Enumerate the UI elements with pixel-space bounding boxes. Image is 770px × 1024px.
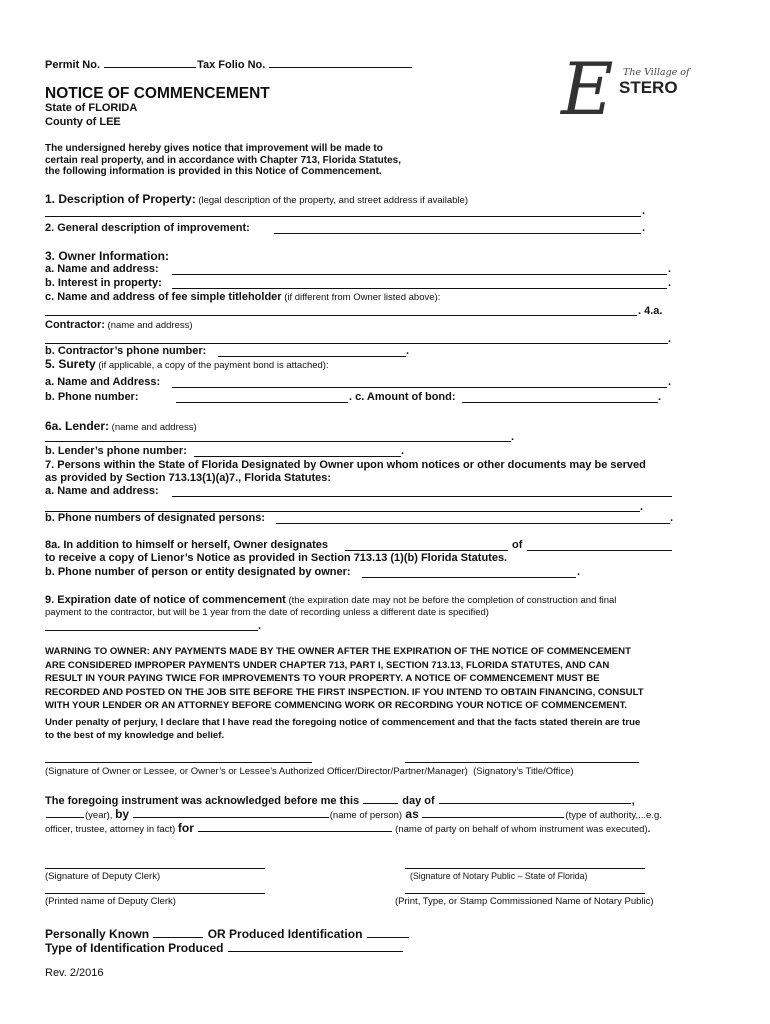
period: . <box>577 566 581 578</box>
s3-4a-label: . 4.a. <box>638 305 663 317</box>
surety-phone-label: b. Phone number: <box>45 391 139 403</box>
county-label: County of LEE <box>45 116 121 128</box>
s9-row <box>45 594 616 606</box>
logo-initial: E <box>561 50 614 130</box>
ident-type-row <box>45 940 404 955</box>
warning-line: RECORDED AND POSTED ON THE JOB SITE BEFORE THE FIRST INSPECTION. IF YOU INTEND TO OBTAIN FINANCING, CONSULT <box>45 686 644 698</box>
owner-designee-field[interactable] <box>345 550 508 551</box>
s1-row <box>45 192 468 206</box>
produced-id-label: OR Produced Identification <box>207 927 363 941</box>
s8-of-label: of <box>512 539 523 551</box>
interest-in-property-field[interactable] <box>172 288 667 289</box>
s7-line2: as provided by Section 713.13(1)(a)7., Florida Statutes: <box>45 472 332 484</box>
deputy-clerk-name-field[interactable] <box>45 893 265 894</box>
period: . <box>658 391 662 403</box>
s3c-note: (if different from Owner listed above): <box>281 292 441 303</box>
designated-phones-field[interactable] <box>276 523 670 524</box>
id-type-label: Type of Identification Produced <box>45 941 224 955</box>
ack-for-label: for <box>177 821 194 835</box>
ack-party-label: (name of party on behalf of whom instrument was executed) <box>395 824 648 835</box>
lender-phone-field[interactable] <box>194 456 401 457</box>
ack-day-field[interactable] <box>363 792 398 804</box>
improvement-field[interactable] <box>274 233 641 234</box>
tax-folio-label: Tax Folio No. <box>197 59 266 71</box>
period: . <box>670 512 674 524</box>
permit-row <box>45 56 413 71</box>
contractor-label: Contractor: <box>45 319 105 331</box>
s3a-label: a. Name and address: <box>45 263 159 275</box>
surety-label: 5. Surety <box>45 357 96 371</box>
intro-line: certain real property, and in accordance with Chapter 713, Florida Statutes, <box>45 154 402 166</box>
signatory-title-field[interactable] <box>405 762 639 763</box>
s3b-label: b. Interest in property: <box>45 277 162 289</box>
s1-label: 1. Description of Property: <box>45 192 196 206</box>
ack-line1: The foregoing instrument was acknowledged before me this day of , <box>45 792 635 807</box>
period: . <box>668 263 672 275</box>
ack-party-field[interactable] <box>198 820 392 832</box>
notary-name-caption: (Print, Type, or Stamp Commissioned Name of Notary Public) <box>395 896 654 907</box>
s3c-label: c. Name and address of fee simple titleholder <box>45 291 282 303</box>
revision-label: Rev. 2/2016 <box>45 967 104 979</box>
ack-year-field[interactable] <box>46 806 84 818</box>
s7-line1: 7. Persons within the State of Florida Designated by Owner upon whom notices or other documents may be served <box>45 459 646 471</box>
period: . <box>668 277 672 289</box>
ident-row <box>45 926 410 941</box>
s9-note: (the expiration date may not be before the completion of construction and final <box>285 595 617 606</box>
personally-known-field[interactable] <box>153 926 203 938</box>
period: . <box>406 345 410 357</box>
period: . <box>668 333 672 345</box>
ack-as-label: as <box>402 807 419 821</box>
property-description-field[interactable] <box>45 216 641 217</box>
surety-name-field[interactable] <box>172 387 667 388</box>
ack-person-field[interactable] <box>133 806 329 818</box>
owner-signature-caption <box>45 766 574 777</box>
ack-month-field[interactable] <box>439 792 631 804</box>
s7b-label: b. Phone numbers of designated persons: <box>45 512 266 524</box>
ack-dayof-label: day of <box>402 795 435 807</box>
logo-tagline: The Village of <box>623 67 690 78</box>
s1-note: (legal description of the property, and street address if available) <box>195 195 469 206</box>
page-title: NOTICE OF COMMENCEMENT <box>45 85 270 102</box>
permit-number-field[interactable] <box>104 56 196 68</box>
ack-person-label: (name of person) <box>329 810 403 821</box>
state-label: State of FLORIDA <box>45 102 138 114</box>
contractor-note: (name and address) <box>104 320 193 331</box>
s9-note-2: payment to the contractor, but will be 1 year from the date of recording unless a different date is specified) <box>45 607 489 618</box>
lender-field[interactable] <box>45 441 511 442</box>
warning-block <box>45 645 644 713</box>
warning-line: RESULT IN YOUR PAYING TWICE FOR IMPROVEMENTS TO YOUR PROPERTY. A NOTICE OF COMMENCEMENT MUST BE <box>45 673 600 684</box>
designated-name-field[interactable] <box>172 496 672 497</box>
deputy-clerk-name-caption: (Printed name of Deputy Clerk) <box>45 896 176 907</box>
designee-of-field[interactable] <box>527 550 672 551</box>
ack-line3: officer, trustee, attorney in fact) for (name of party on behalf of whom instrument was executed). <box>45 821 651 835</box>
period: . <box>401 445 405 457</box>
permit-label: Permit No. <box>45 59 101 71</box>
owner-signature-field[interactable] <box>45 762 312 763</box>
deputy-clerk-sig-caption: (Signature of Deputy Clerk) <box>45 871 161 882</box>
notary-name-field[interactable] <box>405 893 645 894</box>
warning-line: WARNING TO OWNER: ANY PAYMENTS MADE BY THE OWNER AFTER THE EXPIRATION OF THE NOTICE OF COMMENCEMENT <box>45 646 631 657</box>
bond-amount-label: . c. Amount of bond: <box>349 391 456 403</box>
ack-year-label: (year), <box>85 810 116 821</box>
s8a-label: 8a. In addition to himself or herself, Owner designates <box>45 539 329 551</box>
designee-phone-field[interactable] <box>362 577 576 578</box>
contractor-row <box>45 319 193 331</box>
contractor-field[interactable] <box>45 343 668 344</box>
bond-amount-field[interactable] <box>462 402 658 403</box>
period: . <box>642 222 646 234</box>
ack-officer-label: officer, trustee, attorney in fact) <box>45 824 178 835</box>
ack-by-label: by <box>115 807 130 821</box>
perjury-line: to the best of my knowledge and belief. <box>45 729 225 741</box>
ack-text: The foregoing instrument was acknowledged before me this <box>45 795 360 807</box>
s4b-label: b. Contractor’s phone number: <box>45 345 207 357</box>
warning-line: ARE CONSIDERED IMPROPER PAYMENTS UNDER CHAPTER 713, PART I, SECTION 713.13, FLORIDA STATUTES, AND CAN <box>45 659 610 671</box>
s7a-label: a. Name and address: <box>45 485 159 497</box>
period: . <box>668 376 672 388</box>
id-type-field[interactable] <box>228 940 403 952</box>
expiration-date-field[interactable] <box>45 630 258 631</box>
s3-label: 3. Owner Information: <box>45 249 170 263</box>
period: . <box>258 620 262 632</box>
period: . <box>511 431 515 443</box>
surety-name-label: a. Name and Address: <box>45 376 161 388</box>
period: . <box>642 205 646 217</box>
s2-label: 2. General description of improvement: <box>45 222 250 234</box>
owner-name-address-field[interactable] <box>172 274 667 275</box>
ack-authority-field[interactable] <box>422 806 564 818</box>
notary-sig-caption: (Signature of Notary Public – State of Florida) <box>410 871 588 881</box>
village-of-estero-logo <box>553 50 693 130</box>
ack-line2 <box>45 806 662 821</box>
perjury-line: Under penalty of perjury, I declare that I have read the foregoing notice of commencement and that the facts stated therein are true <box>45 717 641 728</box>
intro-line: The undersigned hereby gives notice that improvement will be made to <box>45 143 383 154</box>
lender-label: 6a. Lender: <box>45 419 110 433</box>
warning-line: WITH YOUR LENDER OR AN ATTORNEY BEFORE COMMENCING WORK OR RECORDING YOUR NOTICE OF COMMENCEMENT. <box>45 700 628 711</box>
intro-text <box>45 143 401 178</box>
surety-note: (if applicable, a copy of the payment bond is attached): <box>95 360 329 371</box>
tax-folio-field[interactable] <box>269 56 412 68</box>
period: . <box>640 501 644 513</box>
produced-id-field[interactable] <box>367 926 409 938</box>
perjury-block <box>45 717 640 742</box>
titleholder-field[interactable] <box>45 315 637 316</box>
deputy-clerk-signature-field[interactable] <box>45 868 265 869</box>
surety-phone-field[interactable] <box>176 402 348 403</box>
logo-name: STERO <box>619 78 678 97</box>
s9-label: 9. Expiration date of notice of commencement <box>45 594 286 606</box>
notary-signature-field[interactable] <box>405 868 645 869</box>
personally-known-label: Personally Known <box>45 927 150 941</box>
ack-authority-label: (type of authority,...e.g. <box>565 810 662 821</box>
title-sig-text: (Signatory’s Title/Office) <box>473 766 574 777</box>
lender-phone-label: b. Lender’s phone number: <box>45 445 187 457</box>
s8-line2: to receive a copy of Lienor’s Notice as provided in Section 713.13 (1)(b) Florida Statutes. <box>45 552 508 564</box>
surety-row <box>45 357 329 371</box>
lender-row <box>45 419 197 433</box>
lender-note: (name and address) <box>109 422 197 433</box>
intro-line: the following information is provided in this Notice of Commencement. <box>45 166 382 177</box>
owner-sig-text: (Signature of Owner or Lessee, or Owner’s or Lessee’s Authorized Officer/Director/Partner/Manager) <box>45 766 468 777</box>
s3c-row <box>45 291 440 303</box>
s8b-label: b. Phone number of person or entity designated by owner: <box>45 566 351 578</box>
